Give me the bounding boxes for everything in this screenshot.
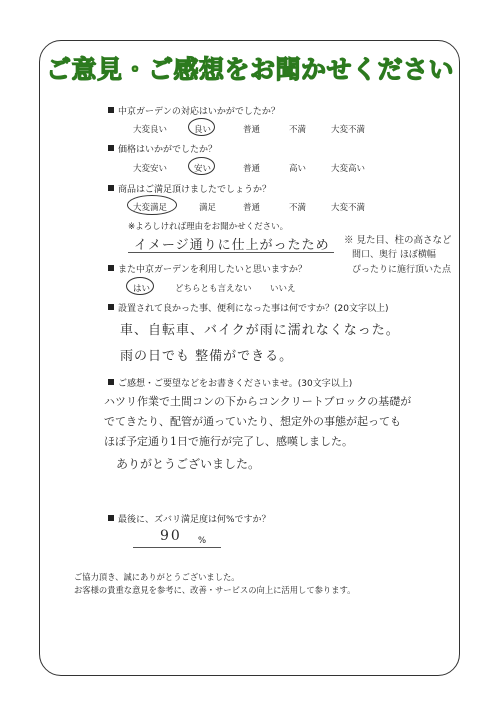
q4-option-1[interactable]: はい: [133, 284, 151, 294]
q2-option-3[interactable]: 普通: [243, 164, 261, 174]
q4-option-2[interactable]: どちらとも言えない: [175, 284, 252, 294]
q4-selected-circle: [126, 277, 154, 295]
comments-answer-3: ほぼ予定通り1日で施行が完了し、感嘆しました。: [104, 435, 353, 448]
reason-answer: イメージ通りに仕上がったため: [134, 238, 330, 253]
q3-option-5[interactable]: 大変不満: [331, 203, 366, 213]
q2-option-4[interactable]: 高い: [289, 164, 307, 174]
q1-option-3[interactable]: 普通: [243, 125, 261, 135]
score-underline: [133, 547, 221, 548]
q3-selected-circle: [127, 195, 177, 215]
footer-thanks: ご協力頂き、誠にありがとうございました。: [74, 572, 240, 582]
question-comments: ご感想・ご要望などをお書きくださいませ。(30文字以上): [108, 376, 352, 389]
q1-option-4[interactable]: 不満: [289, 125, 307, 135]
comments-answer-1: ハツリ作業で土間コンの下からコンクリートブロックの基礎が: [104, 395, 412, 408]
q4-option-3[interactable]: いいえ: [270, 284, 296, 294]
footer-note: お客様の貴重な意見を参考に、改善・サービスの向上に活用して参ります。: [74, 585, 356, 595]
q3-option-3[interactable]: 普通: [243, 203, 261, 213]
form-title: ご意見・ご感想をお聞かせください: [45, 55, 454, 84]
reason-underline: [128, 252, 334, 253]
benefits-answer-1: 車、自転車、バイクが雨に濡れなくなった。: [120, 323, 400, 338]
question-reuse: また中京ガーデンを利用したいと思いますか？: [108, 262, 307, 275]
q1-selected-circle: [188, 118, 215, 136]
reason-note-1: ※ 見た目、柱の高さなど: [344, 235, 452, 246]
question-score: 最後に、ズバリ満足度は何%ですか？: [108, 512, 271, 525]
question-satisfaction: 商品はご満足頂けましたでしょうか？: [108, 182, 271, 195]
q1-option-1[interactable]: 大変良い: [133, 125, 168, 135]
reason-prompt: ※よろしければ理由をお聞かせください。: [128, 222, 289, 232]
q3-option-4[interactable]: 不満: [289, 203, 307, 213]
q2-option-1[interactable]: 大変安い: [133, 164, 168, 174]
comments-answer-4: ありがとうございました。: [116, 457, 261, 471]
question-service: 中京ガーデンの対応はいかがでしたか？: [108, 104, 280, 117]
q2-selected-circle: [188, 157, 215, 175]
question-price: 価格はいかがでしたか？: [108, 142, 217, 155]
reason-note-2: 間口、奥行 ほぼ横幅: [352, 250, 436, 260]
score-unit: %: [198, 536, 207, 546]
q2-option-5[interactable]: 大変高い: [331, 164, 366, 174]
q1-option-5[interactable]: 大変不満: [331, 125, 366, 135]
score-value: 90: [160, 528, 182, 544]
q2-option-2[interactable]: 安い: [194, 164, 212, 174]
q3-option-1[interactable]: 大変満足: [133, 203, 168, 213]
q3-option-2[interactable]: 満足: [199, 203, 217, 213]
benefits-answer-2: 雨の日でも 整備ができる。: [120, 349, 294, 364]
q1-option-2[interactable]: 良い: [194, 125, 212, 135]
question-benefits: 設置されて良かった事、便利になった事は何ですか？(20文字以上): [108, 301, 388, 314]
comments-answer-2: でてきたり、配管が通っていたり、想定外の事態が起っても: [104, 415, 401, 428]
reason-note-3: ぴったりに施行頂いた点: [352, 265, 452, 275]
